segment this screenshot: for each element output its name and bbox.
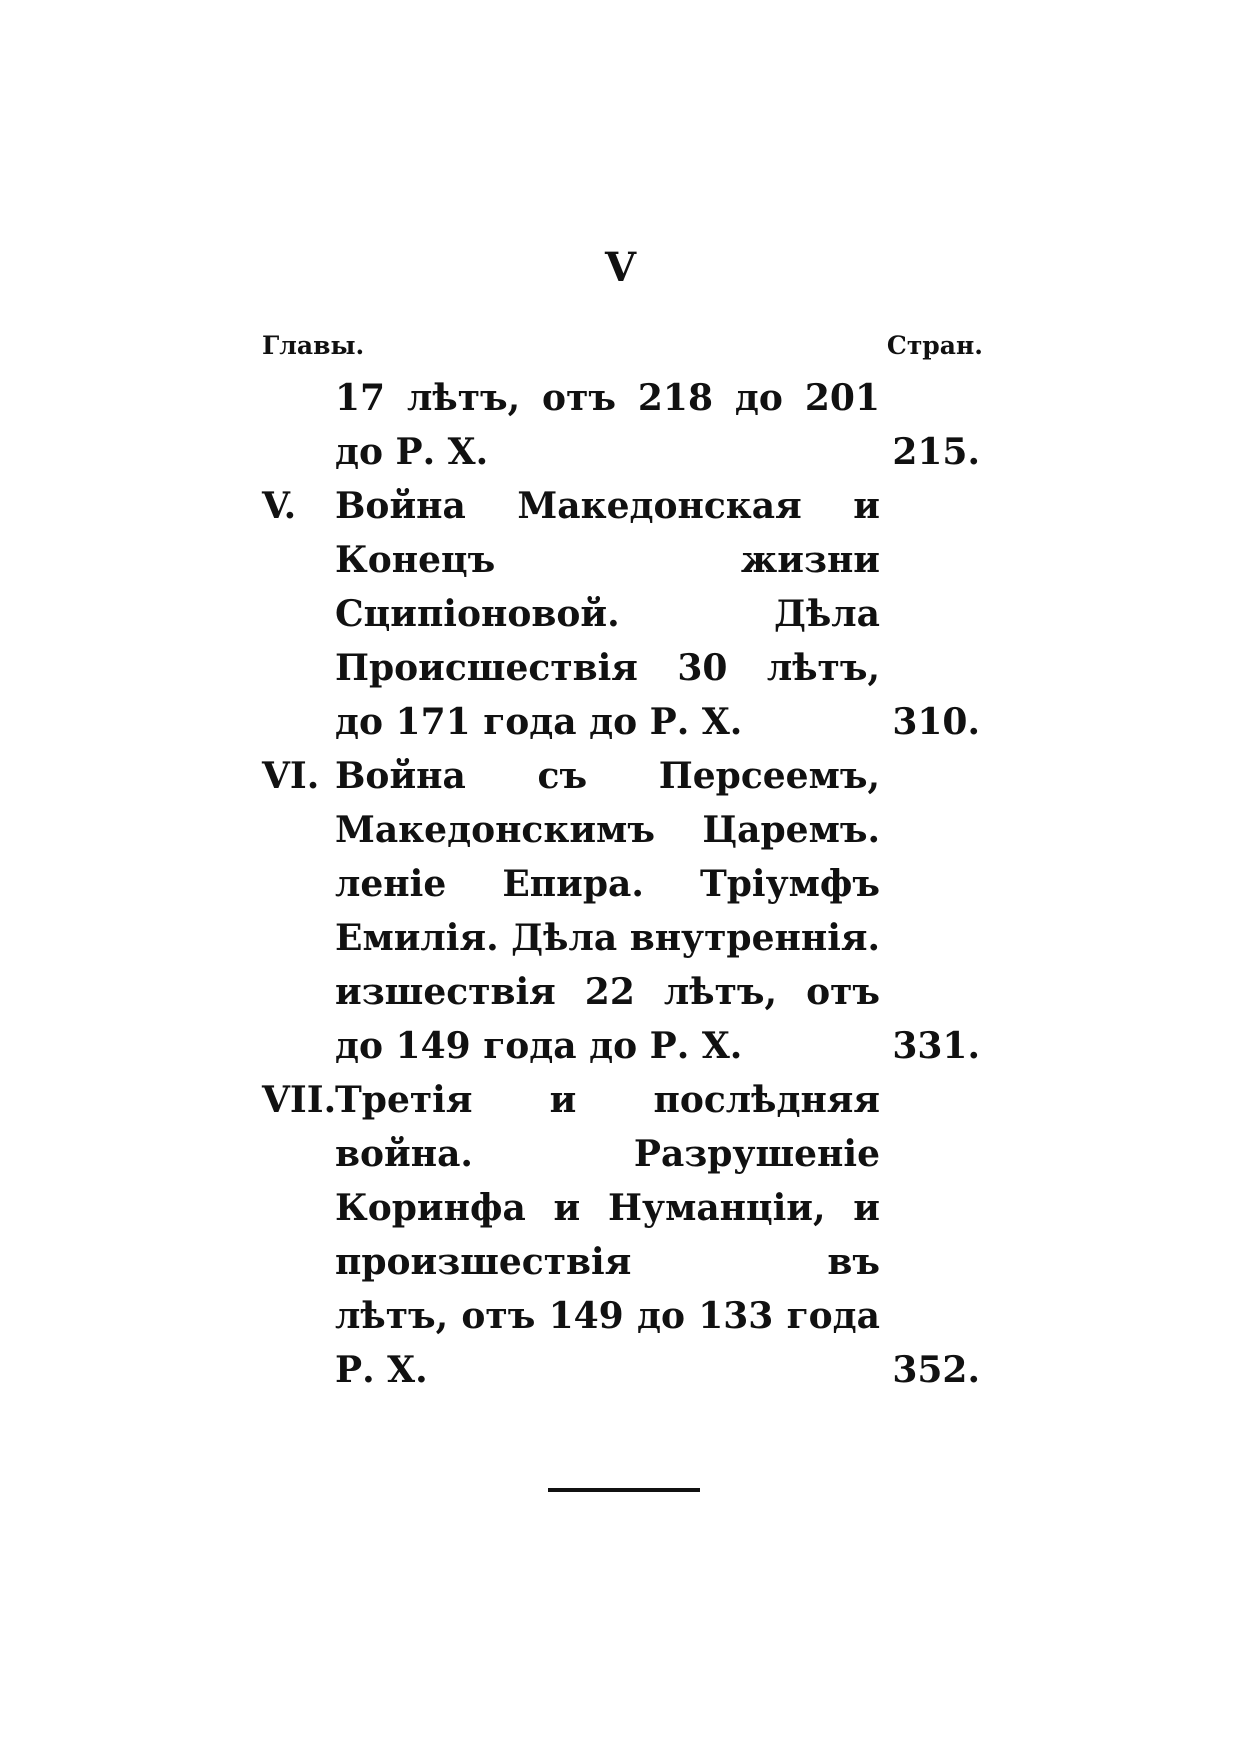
entry-text: Война съ Персеемъ,	[335, 755, 880, 797]
toc-line	[262, 804, 980, 856]
toc-line	[262, 426, 980, 478]
chapter-numeral: VII.	[262, 1079, 337, 1121]
page-reference: 331.	[892, 1025, 980, 1067]
page-reference: 352.	[892, 1349, 980, 1391]
toc-line	[262, 1290, 980, 1342]
toc-line	[262, 1128, 980, 1180]
entry-text: Происшествія 30 лѣтъ,	[335, 647, 880, 689]
pages-column-header: Стран.	[886, 331, 983, 360]
entry-text: Конецъ жизни	[335, 539, 880, 581]
entry-text: 17 лѣтъ, отъ 218 до 201	[335, 377, 880, 419]
entry-text: до 171 года до Р. Х.	[335, 701, 743, 743]
entry-text: произшествія въ	[335, 1241, 880, 1283]
toc-line	[262, 750, 980, 802]
toc-line	[262, 858, 980, 910]
entry-text: война. Разрушеніе	[335, 1133, 880, 1175]
toc-line	[262, 1020, 980, 1072]
chapter-numeral: VI.	[262, 755, 320, 797]
toc-line	[262, 1236, 980, 1288]
toc-line	[262, 588, 980, 640]
toc-line	[262, 1182, 980, 1234]
entry-text: до Р. Х.	[335, 431, 489, 473]
toc-line	[262, 480, 980, 532]
entry-text: Македонскимъ Царемъ.	[335, 809, 880, 851]
end-rule	[548, 1488, 700, 1492]
page-number: V	[604, 244, 637, 291]
entry-text: до 149 года до Р. Х.	[335, 1025, 743, 1067]
entry-text: Сципіоновой. Дѣла	[335, 593, 880, 635]
entry-text: Р. Х.	[335, 1349, 428, 1391]
toc-line	[262, 912, 980, 964]
entry-text: Третія и послѣдняя	[335, 1079, 880, 1121]
entry-text: Война Македонская и	[335, 485, 880, 527]
toc-line	[262, 696, 980, 748]
page-reference: 215.	[892, 431, 980, 473]
toc-line	[262, 534, 980, 586]
toc-line	[262, 1074, 980, 1126]
entry-text: лѣтъ, отъ 149 до 133 года	[335, 1295, 880, 1337]
toc-line	[262, 642, 980, 694]
toc-line	[262, 372, 980, 424]
toc-line	[262, 1344, 980, 1396]
entry-text: леніе Епира. Тріумфъ	[335, 863, 880, 905]
entry-text: изшествія 22 лѣтъ, отъ	[335, 971, 880, 1013]
entry-text: Емилія. Дѣла внутреннія.	[335, 917, 880, 959]
chapters-column-header: Главы.	[262, 331, 365, 360]
chapter-numeral: V.	[262, 485, 297, 527]
page-reference: 310.	[892, 701, 980, 743]
entry-text: Коринфа и Нуманціи, и	[335, 1187, 880, 1229]
toc-line	[262, 966, 980, 1018]
